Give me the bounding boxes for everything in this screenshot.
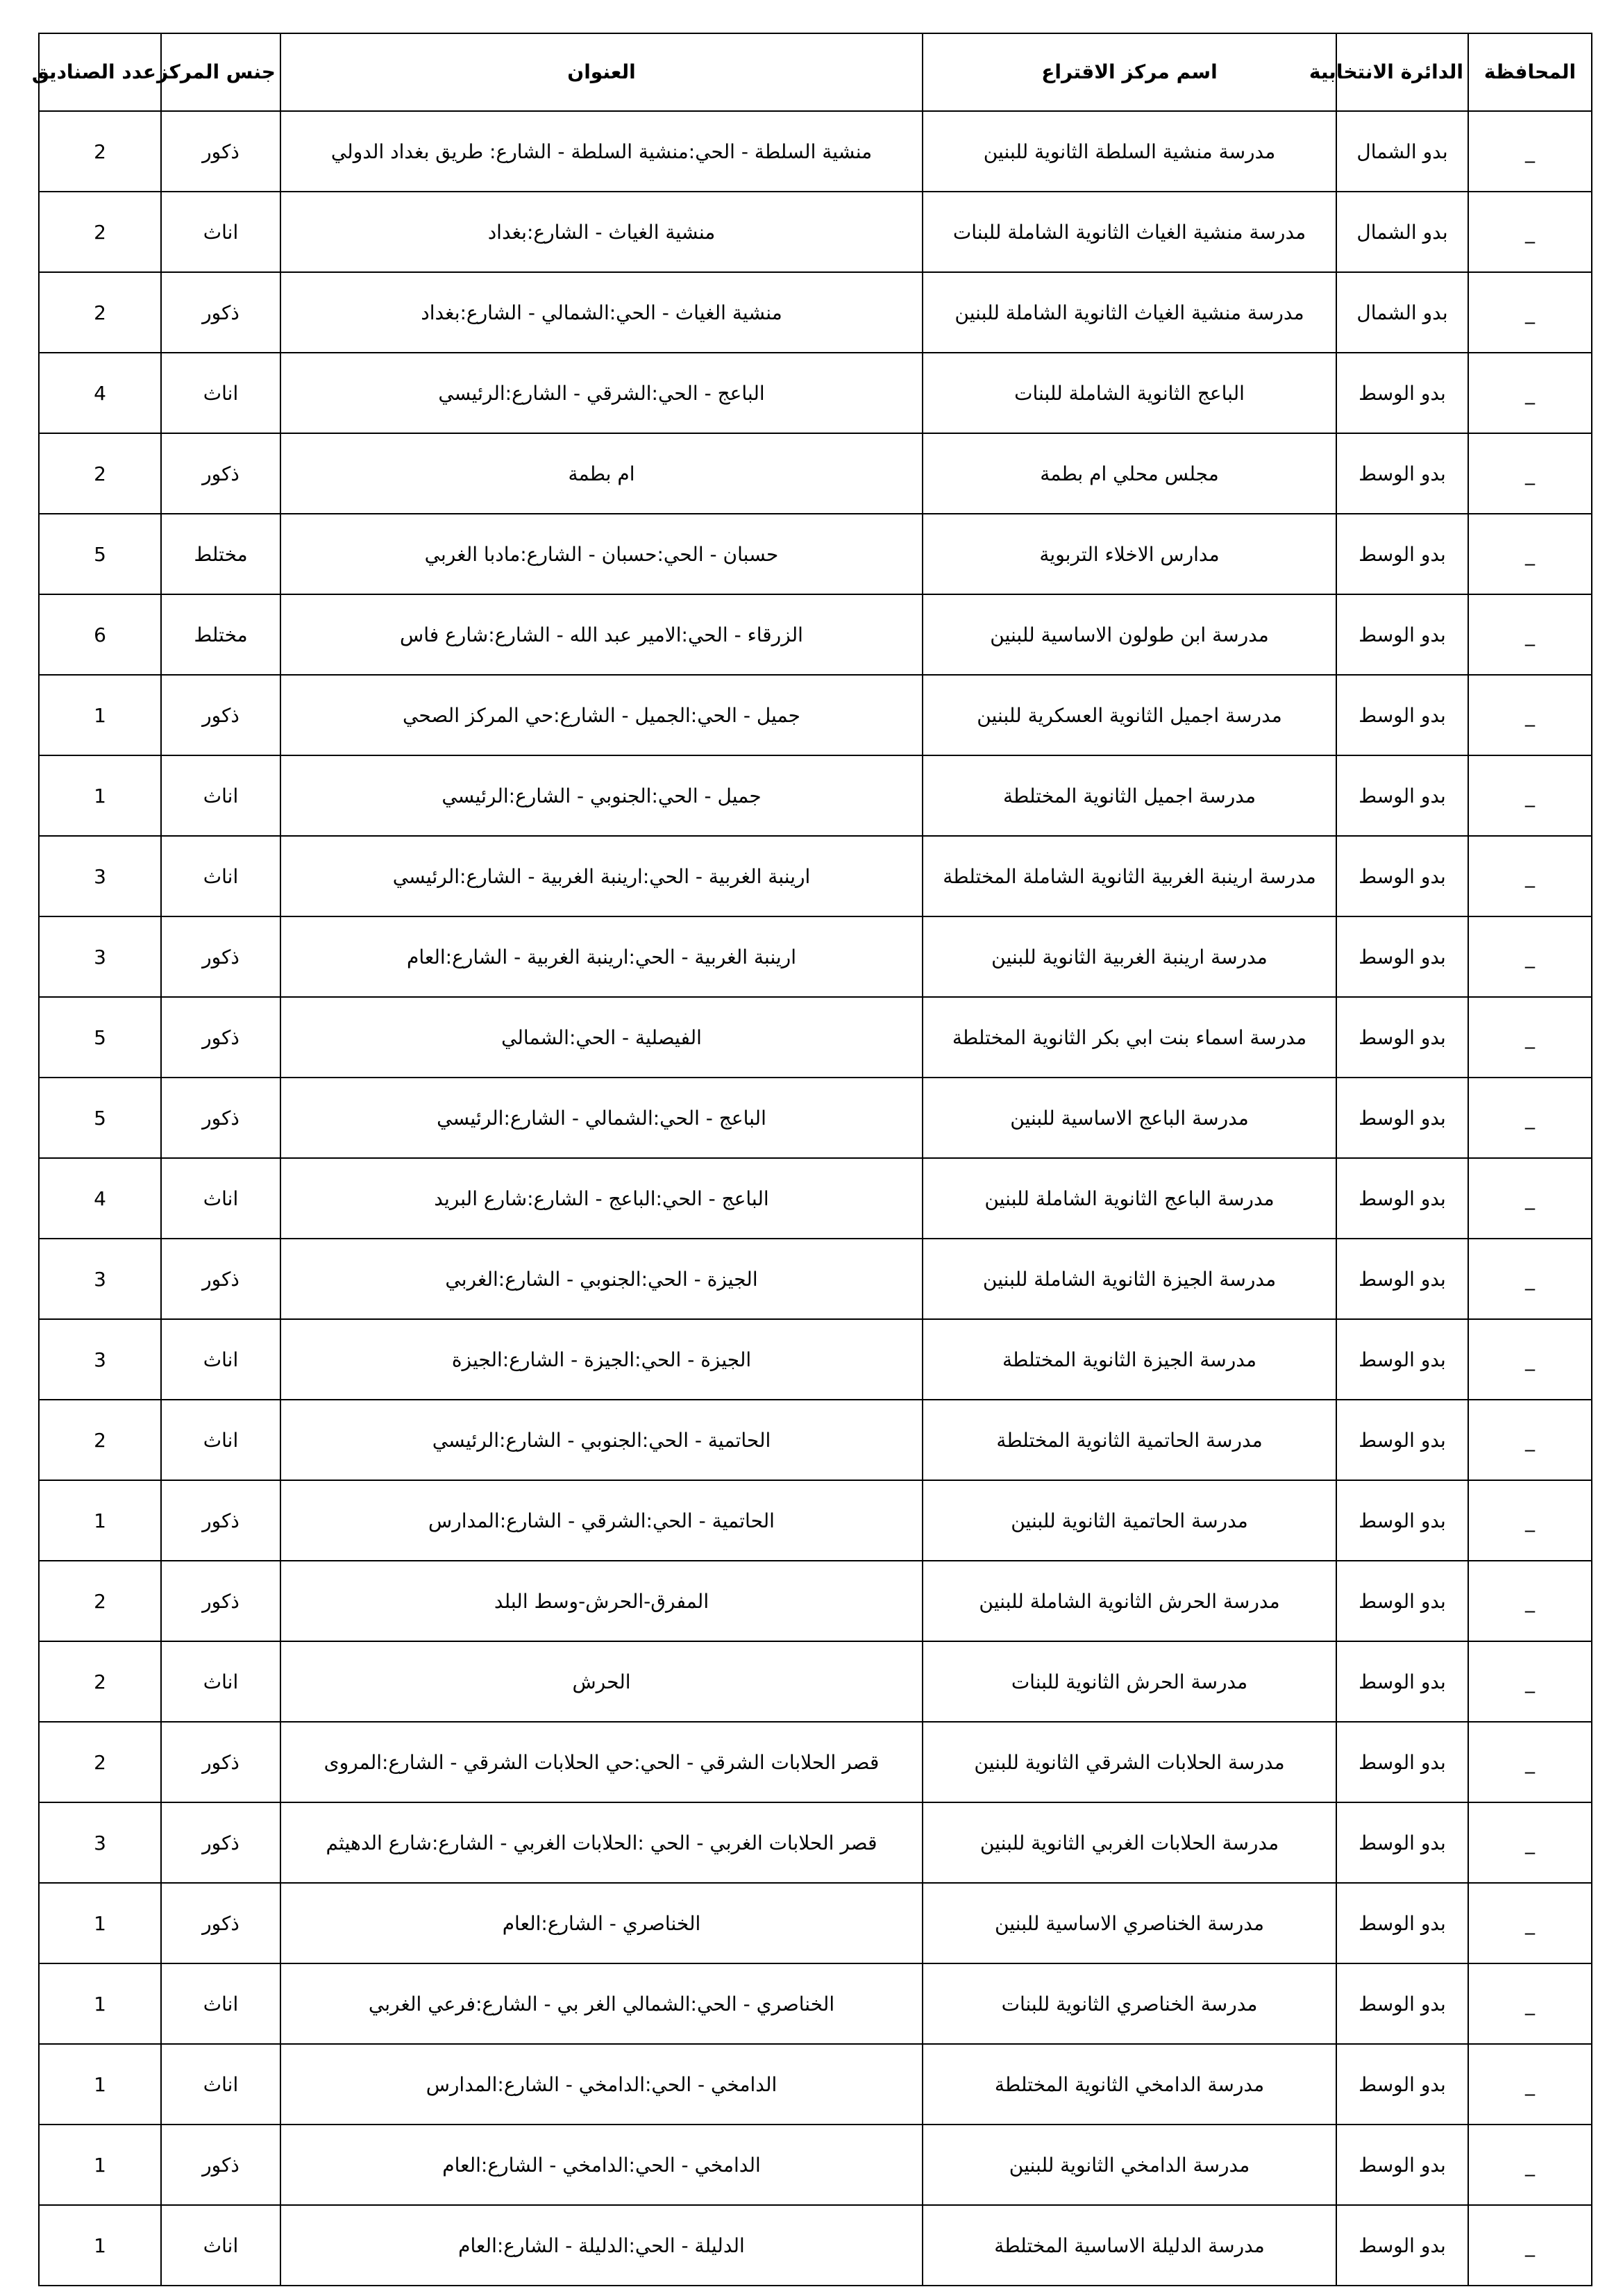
- cell-district: بدو الوسط: [1336, 433, 1468, 514]
- cell-governorate: _: [1468, 1400, 1592, 1480]
- header-center-name: اسم مركز الاقتراع: [923, 33, 1336, 111]
- cell-center-gender: اناث: [161, 2044, 280, 2125]
- cell-district: بدو الوسط: [1336, 675, 1468, 755]
- table-row: [39, 997, 1592, 1078]
- table-row: [39, 1963, 1592, 2044]
- cell-center-name: مجلس محلي ام بطمة: [923, 433, 1336, 514]
- cell-governorate: _: [1468, 1641, 1592, 1722]
- table-row: [39, 1239, 1592, 1319]
- table-row: [39, 2044, 1592, 2125]
- cell-address: الدامخي - الحي:الدامخي - الشارع:المدارس: [280, 2044, 923, 2125]
- cell-district: بدو الوسط: [1336, 755, 1468, 836]
- cell-district: بدو الوسط: [1336, 1561, 1468, 1641]
- cell-district: بدو الوسط: [1336, 1480, 1468, 1561]
- cell-center-name: مدرسة الدليلة الاساسية المختلطة: [923, 2205, 1336, 2286]
- cell-center-gender: اناث: [161, 1641, 280, 1722]
- cell-district: بدو الوسط: [1336, 1883, 1468, 1963]
- cell-center-gender: مختلط: [161, 514, 280, 594]
- cell-center-name: مدرسة ارينبة الغربية الثانوية للبنين: [923, 916, 1336, 997]
- cell-center-gender: ذكور: [161, 1722, 280, 1802]
- cell-box-count: 5: [39, 997, 161, 1078]
- table-row: [39, 1480, 1592, 1561]
- cell-district: بدو الوسط: [1336, 2125, 1468, 2205]
- cell-address: الباعج - الحي:الشرقي - الشارع:الرئيسي: [280, 353, 923, 433]
- cell-center-gender: ذكور: [161, 1561, 280, 1641]
- cell-governorate: _: [1468, 916, 1592, 997]
- cell-center-gender: اناث: [161, 1319, 280, 1400]
- cell-governorate: _: [1468, 1078, 1592, 1158]
- cell-center-gender: ذكور: [161, 2125, 280, 2205]
- cell-center-name: مدرسة الحاتمية الثانوية للبنين: [923, 1480, 1336, 1561]
- cell-address: المفرق-الحرش-وسط البلد: [280, 1561, 923, 1641]
- cell-address: الحاتمية - الحي:الشرقي - الشارع:المدارس: [280, 1480, 923, 1561]
- cell-center-gender: ذكور: [161, 675, 280, 755]
- cell-district: بدو الوسط: [1336, 997, 1468, 1078]
- table-body: [39, 111, 1592, 2286]
- cell-box-count: 2: [39, 1400, 161, 1480]
- header-center-gender: جنس المركز: [161, 33, 280, 111]
- cell-district: بدو الوسط: [1336, 1963, 1468, 2044]
- cell-governorate: _: [1468, 514, 1592, 594]
- cell-district: بدو الوسط: [1336, 836, 1468, 916]
- cell-district: بدو الشمال: [1336, 272, 1468, 353]
- cell-center-name: مدرسة الحلابات الغربي الثانوية للبنين: [923, 1802, 1336, 1883]
- table-row: [39, 1319, 1592, 1400]
- header-governorate: المحافظة: [1468, 33, 1592, 111]
- cell-district: بدو الوسط: [1336, 1078, 1468, 1158]
- table-row: [39, 272, 1592, 353]
- cell-box-count: 1: [39, 1883, 161, 1963]
- cell-box-count: 4: [39, 1158, 161, 1239]
- cell-governorate: _: [1468, 1802, 1592, 1883]
- cell-box-count: 5: [39, 514, 161, 594]
- cell-center-name: مدرسة الحرش الثانوية الشاملة للبنين: [923, 1561, 1336, 1641]
- cell-governorate: _: [1468, 272, 1592, 353]
- table-row: [39, 2205, 1592, 2286]
- cell-address: الحاتمية - الحي:الجنوبي - الشارع:الرئيسي: [280, 1400, 923, 1480]
- cell-center-name: مدرسة منشية السلطة الثانوية للبنين: [923, 111, 1336, 192]
- cell-address: الخناصري - الحي:الشمالي الغر بي - الشارع:فرعي الغربي: [280, 1963, 923, 2044]
- cell-center-gender: اناث: [161, 1400, 280, 1480]
- cell-governorate: _: [1468, 192, 1592, 272]
- cell-box-count: 1: [39, 675, 161, 755]
- cell-center-name: مدرسة الدامخي الثانوية للبنين: [923, 2125, 1336, 2205]
- cell-address: الباعج - الحي:الشمالي - الشارع:الرئيسي: [280, 1078, 923, 1158]
- cell-governorate: _: [1468, 1319, 1592, 1400]
- cell-center-gender: اناث: [161, 836, 280, 916]
- cell-district: بدو الوسط: [1336, 1802, 1468, 1883]
- cell-center-name: مدرسة الجيزة الثانوية الشاملة للبنين: [923, 1239, 1336, 1319]
- cell-box-count: 4: [39, 353, 161, 433]
- cell-center-name: مدرسة الخناصري الثانوية للبنات: [923, 1963, 1336, 2044]
- cell-address: قصر الحلابات الغربي - الحي :الحلابات الغربي - الشارع:شارع الدهيثم: [280, 1802, 923, 1883]
- table-row: [39, 2125, 1592, 2205]
- cell-center-gender: اناث: [161, 353, 280, 433]
- cell-box-count: 1: [39, 1963, 161, 2044]
- cell-center-name: مدارس الاخلاء التربوية: [923, 514, 1336, 594]
- cell-governorate: _: [1468, 1722, 1592, 1802]
- cell-center-name: مدرسة منشية الغياث الثانوية الشاملة للبنات: [923, 192, 1336, 272]
- cell-center-gender: ذكور: [161, 1078, 280, 1158]
- cell-governorate: _: [1468, 1480, 1592, 1561]
- table-row: [39, 1722, 1592, 1802]
- cell-center-gender: ذكور: [161, 1480, 280, 1561]
- cell-governorate: _: [1468, 1561, 1592, 1641]
- cell-address: الخناصري - الشارع:العام: [280, 1883, 923, 1963]
- cell-governorate: _: [1468, 675, 1592, 755]
- table-row: [39, 594, 1592, 675]
- cell-address: ام بطمة: [280, 433, 923, 514]
- cell-district: بدو الوسط: [1336, 1641, 1468, 1722]
- header-address: العنوان: [280, 33, 923, 111]
- cell-governorate: _: [1468, 1239, 1592, 1319]
- cell-district: بدو الوسط: [1336, 1400, 1468, 1480]
- cell-box-count: 1: [39, 2125, 161, 2205]
- table-row: [39, 1078, 1592, 1158]
- cell-governorate: _: [1468, 353, 1592, 433]
- cell-center-name: مدرسة الباعج الثانوية الشاملة للبنين: [923, 1158, 1336, 1239]
- cell-center-name: مدرسة اسماء بنت ابي بكر الثانوية المختلطة: [923, 997, 1336, 1078]
- cell-center-gender: اناث: [161, 1963, 280, 2044]
- cell-center-name: مدرسة ابن طولون الاساسية للبنين: [923, 594, 1336, 675]
- cell-district: بدو الوسط: [1336, 1319, 1468, 1400]
- cell-address: ارينبة الغربية - الحي:ارينبة الغربية - الشارع:الرئيسي: [280, 836, 923, 916]
- cell-box-count: 1: [39, 1480, 161, 1561]
- cell-box-count: 2: [39, 1722, 161, 1802]
- cell-district: بدو الوسط: [1336, 2044, 1468, 2125]
- cell-box-count: 5: [39, 1078, 161, 1158]
- cell-box-count: 2: [39, 192, 161, 272]
- cell-box-count: 2: [39, 1641, 161, 1722]
- cell-box-count: 2: [39, 111, 161, 192]
- cell-governorate: _: [1468, 2044, 1592, 2125]
- cell-box-count: 6: [39, 594, 161, 675]
- table-row: [39, 755, 1592, 836]
- table-row: [39, 1802, 1592, 1883]
- cell-box-count: 3: [39, 836, 161, 916]
- cell-address: ارينبة الغربية - الحي:ارينبة الغربية - الشارع:العام: [280, 916, 923, 997]
- cell-center-name: مدرسة الدامخي الثانوية المختلطة: [923, 2044, 1336, 2125]
- cell-governorate: _: [1468, 997, 1592, 1078]
- cell-center-gender: ذكور: [161, 433, 280, 514]
- cell-center-gender: ذكور: [161, 1883, 280, 1963]
- cell-address: الدامخي - الحي:الدامخي - الشارع:العام: [280, 2125, 923, 2205]
- cell-address: الجيزة - الحي:الجيزة - الشارع:الجيزة: [280, 1319, 923, 1400]
- cell-box-count: 1: [39, 2205, 161, 2286]
- cell-center-name: مدرسة الحرش الثانوية للبنات: [923, 1641, 1336, 1722]
- cell-center-name: مدرسة الحلابات الشرقي الثانوية للبنين: [923, 1722, 1336, 1802]
- cell-box-count: 1: [39, 2044, 161, 2125]
- table-row: [39, 836, 1592, 916]
- cell-governorate: _: [1468, 2125, 1592, 2205]
- cell-box-count: 3: [39, 916, 161, 997]
- cell-center-gender: ذكور: [161, 1239, 280, 1319]
- cell-governorate: _: [1468, 1883, 1592, 1963]
- cell-center-gender: ذكور: [161, 1802, 280, 1883]
- cell-center-name: مدرسة الخناصري الاساسية للبنين: [923, 1883, 1336, 1963]
- table-row: [39, 353, 1592, 433]
- cell-district: بدو الوسط: [1336, 1239, 1468, 1319]
- cell-district: بدو الوسط: [1336, 514, 1468, 594]
- table-row: [39, 192, 1592, 272]
- table-row: [39, 675, 1592, 755]
- cell-district: بدو الوسط: [1336, 2205, 1468, 2286]
- cell-address: الجيزة - الحي:الجنوبي - الشارع:الغربي: [280, 1239, 923, 1319]
- cell-address: منشية الغياث - الشارع:بغداد: [280, 192, 923, 272]
- cell-district: بدو الشمال: [1336, 111, 1468, 192]
- cell-center-name: مدرسة اجميل الثانوية العسكرية للبنين: [923, 675, 1336, 755]
- cell-address: الدليلة - الحي:الدليلة - الشارع:العام: [280, 2205, 923, 2286]
- table-row: [39, 111, 1592, 192]
- cell-center-gender: ذكور: [161, 997, 280, 1078]
- cell-governorate: _: [1468, 755, 1592, 836]
- table-row: [39, 1561, 1592, 1641]
- table-row: [39, 1158, 1592, 1239]
- cell-center-gender: مختلط: [161, 594, 280, 675]
- cell-center-gender: اناث: [161, 1158, 280, 1239]
- cell-center-name: مدرسة اجميل الثانوية المختلطة: [923, 755, 1336, 836]
- cell-address: جميل - الحي:الجميل - الشارع:حي المركز الصحي: [280, 675, 923, 755]
- cell-address: قصر الحلابات الشرقي - الحي:حي الحلابات الشرقي - الشارع:المروى: [280, 1722, 923, 1802]
- cell-governorate: _: [1468, 433, 1592, 514]
- cell-box-count: 3: [39, 1239, 161, 1319]
- cell-center-name: مدرسة الحاتمية الثانوية المختلطة: [923, 1400, 1336, 1480]
- cell-center-name: الباعج الثانوية الشاملة للبنات: [923, 353, 1336, 433]
- cell-box-count: 2: [39, 1561, 161, 1641]
- cell-address: الحرش: [280, 1641, 923, 1722]
- cell-box-count: 1: [39, 755, 161, 836]
- cell-governorate: _: [1468, 594, 1592, 675]
- cell-address: الباعج - الحي:الباعج - الشارع:شارع البريد: [280, 1158, 923, 1239]
- cell-governorate: _: [1468, 2205, 1592, 2286]
- cell-address: الفيصلية - الحي:الشمالي: [280, 997, 923, 1078]
- cell-center-name: مدرسة الباعج الاساسية للبنين: [923, 1078, 1336, 1158]
- cell-center-gender: ذكور: [161, 272, 280, 353]
- cell-district: بدو الوسط: [1336, 1158, 1468, 1239]
- polling-centers-table: [31, 33, 1592, 2286]
- table-row: [39, 433, 1592, 514]
- cell-box-count: 2: [39, 433, 161, 514]
- cell-center-gender: ذكور: [161, 111, 280, 192]
- cell-address: منشية السلطة - الحي:منشية السلطة - الشارع: طريق بغداد الدولي: [280, 111, 923, 192]
- cell-center-gender: ذكور: [161, 916, 280, 997]
- cell-box-count: 2: [39, 272, 161, 353]
- cell-box-count: 3: [39, 1802, 161, 1883]
- cell-center-gender: اناث: [161, 2205, 280, 2286]
- table-row: [39, 514, 1592, 594]
- cell-center-gender: اناث: [161, 192, 280, 272]
- cell-district: بدو الوسط: [1336, 594, 1468, 675]
- cell-address: حسبان - الحي:حسبان - الشارع:مادبا الغربي: [280, 514, 923, 594]
- cell-center-name: مدرسة ارينبة الغربية الثانوية الشاملة المختلطة: [923, 836, 1336, 916]
- cell-address: الزرقاء - الحي:الامير عبد الله - الشارع:شارع فاس: [280, 594, 923, 675]
- cell-address: منشية الغياث - الحي:الشمالي - الشارع:بغداد: [280, 272, 923, 353]
- table-row: [39, 1641, 1592, 1722]
- cell-governorate: _: [1468, 1963, 1592, 2044]
- cell-center-gender: اناث: [161, 755, 280, 836]
- cell-district: بدو الوسط: [1336, 916, 1468, 997]
- cell-governorate: _: [1468, 111, 1592, 192]
- cell-address: جميل - الحي:الجنوبي - الشارع:الرئيسي: [280, 755, 923, 836]
- cell-district: بدو الوسط: [1336, 1722, 1468, 1802]
- header-district: الدائرة الانتخابية: [1336, 33, 1468, 111]
- cell-district: بدو الوسط: [1336, 353, 1468, 433]
- cell-governorate: _: [1468, 1158, 1592, 1239]
- cell-center-name: مدرسة الجيزة الثانوية المختلطة: [923, 1319, 1336, 1400]
- cell-district: بدو الشمال: [1336, 192, 1468, 272]
- table-row: [39, 916, 1592, 997]
- cell-box-count: 3: [39, 1319, 161, 1400]
- cell-center-name: مدرسة منشية الغياث الثانوية الشاملة للبنين: [923, 272, 1336, 353]
- header-row: [39, 33, 1592, 111]
- table-row: [39, 1400, 1592, 1480]
- table-row: [39, 1883, 1592, 1963]
- cell-governorate: _: [1468, 836, 1592, 916]
- header-box-count: عدد الصناديق: [39, 33, 161, 111]
